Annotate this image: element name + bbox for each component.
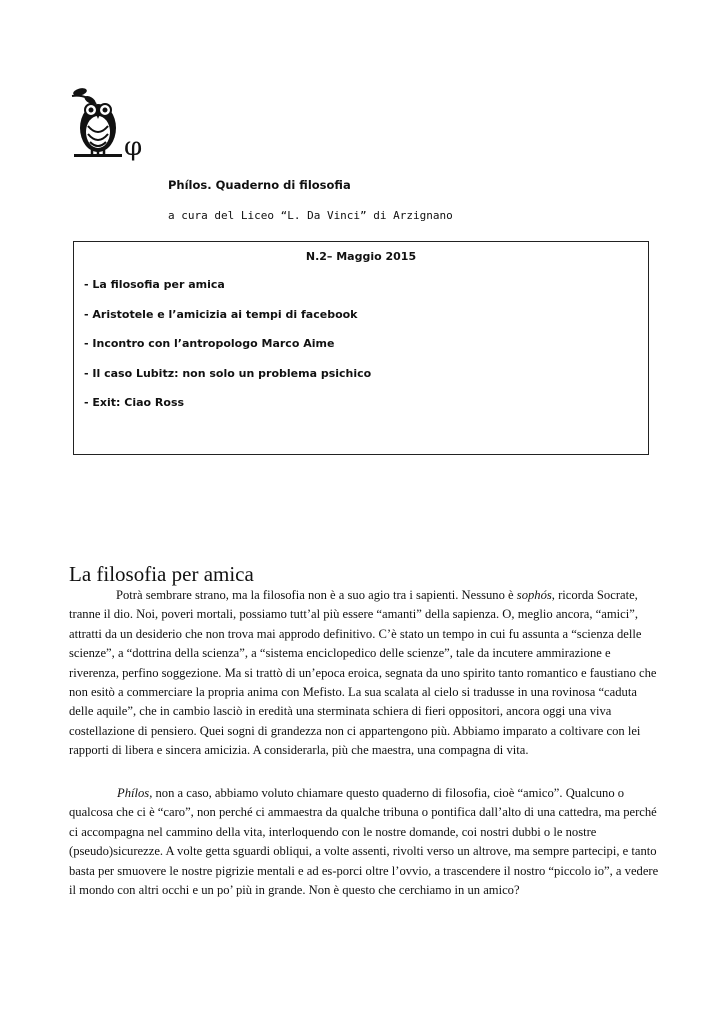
contents-item: - Aristotele e l’amicizia ai tempi di facebook	[84, 307, 358, 321]
emphasis-text: sophós	[516, 588, 552, 602]
phi-symbol: φ	[124, 132, 143, 162]
emphasis-text: Phílos	[117, 786, 150, 800]
contents-box	[73, 241, 649, 455]
contents-item: - La filosofia per amica	[84, 278, 225, 291]
paragraph-text: Potrà sembrare strano, ma la filosofia non è a suo agio tra i sapienti. Nessuno è	[116, 588, 517, 602]
issue-label: N.2– Maggio 2015	[305, 250, 417, 263]
publication-title: Phílos. Quaderno di filosofia	[168, 178, 351, 192]
contents-item: - Incontro con l’antropologo Marco Aime	[84, 337, 335, 350]
article-title: La filosofia per amica	[69, 562, 254, 587]
paragraph-text: , ricorda	[551, 588, 594, 602]
contents-item: - Il caso Lubitz: non solo un problema psichico	[84, 366, 372, 380]
publication-subtitle: a cura del Liceo “L. Da Vinci” di Arzignano	[168, 209, 453, 222]
contents-list	[84, 278, 371, 426]
owl-phi-logo-icon	[68, 86, 148, 166]
paragraph-text: Socrate, tranne il dio. Noi, poveri mortali, possiamo tutt’al più essere “amanti” della sapienza. O, meglio ancora, “amici”, attratti da un desiderio che non trova mai approdo definitivo. C’è stato un tempo in cui fu assunta a “scienza delle scienze”, a “dottrina della scienza”, a “sistema enciclopedico delle scienze”, tale da incutere ammirazione e riverenza, perfino soggezione. Ma si trattò di un’epoca eroica, segnata da uno spirito tanto romantico e faustiano che non esitò a commerciare la propria anima con Mefisto. La sua scalata al cielo si tradusse in una rovinosa “caduta delle aquile”, che in cambio lasciò in eredità una sterminata schiera di fieri oppositori, ancora oggi una viva costellazione di pensiero. Quei sogni di grandezza non ci appartengono più. Abbiamo imparato a coltivare con lei rapporti di libera e sincera amicizia. A considerarla, più che maestra, una compagna di vita.	[69, 588, 657, 758]
article-paragraph	[69, 586, 661, 761]
paragraph-text: , non a caso, abbiamo voluto chiamare questo quaderno di filosofia, cioè “amico”. Qualcuno o qualcosa che ci è “caro”, non perché ci ammaestra da qualche tribuna o pontifica dall’alto di una cattedra, ma perché ci accompagna nel cammino della vita, interloquendo con le nostre domande, coi nostri dubbi o le nostre (pseudo)sicurezze. A volte getta sguardi obliqui, a volte assenti, rivolti verso un altrove, ma sempre partecipi, e tanto basta per smuovere le nostre pigrizie mentali e ad es-porci oltre l’ovvio, a trascendere il nostro “piccolo io”, a vedere il mondo con altri occhi e un po’ più in grande. Non è questo che cerchiamo in un amico?	[69, 786, 659, 898]
contents-item: - Exit: Ciao Ross	[84, 396, 185, 409]
article-paragraph	[69, 784, 661, 900]
